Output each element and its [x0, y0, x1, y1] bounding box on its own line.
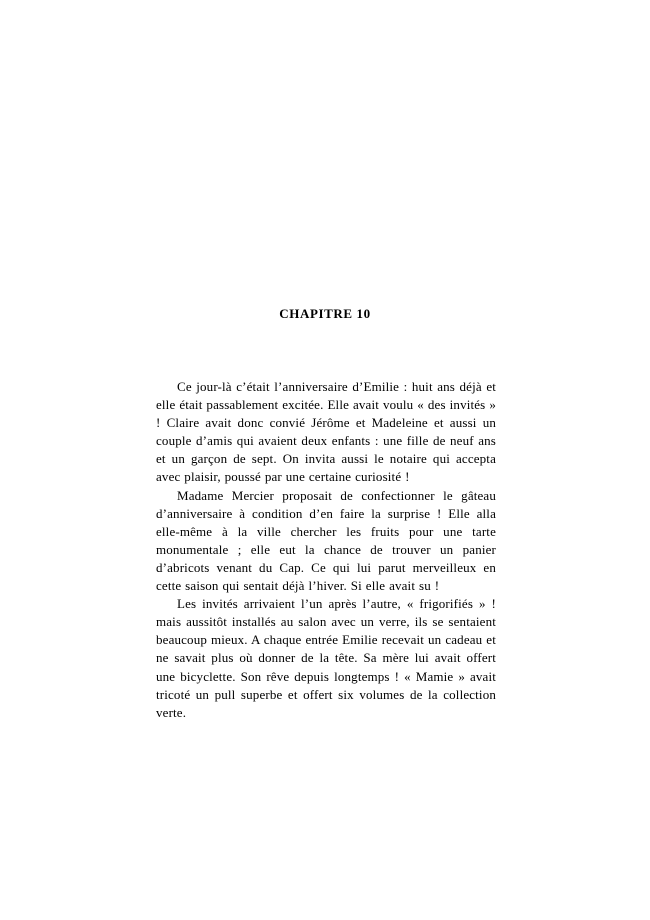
paragraph-birthday: Ce jour-là c’était l’anniversaire d’Emilie : huit ans déjà et elle était passablement excitée. Elle avait voulu « des invités » ! Claire avait donc convié Jérôme et Madeleine et aussi un couple d’amis qui avaient deux enfants : une fille de neuf ans et un garçon de sept. On invita aussi le notaire qui accepta avec plaisir, poussé par une certaine curiosité !: [156, 379, 496, 485]
paragraph-guests: Les invités arrivaient l’un après l’autre, « frigorifiés » ! mais aussitôt installés au salon avec un verre, ils se sentaient beaucoup mieux. A chaque entrée Emilie recevait un cadeau et ne savait plus où donner de la tête. Sa mère lui avait offert une bicyclette. Son rêve depuis longtemps ! « Mamie » avait tricoté un pull superbe et offert six volumes de la collection verte.: [156, 596, 496, 720]
chapter-title: CHAPITRE 10: [279, 306, 371, 321]
paragraph-cake: Madame Mercier proposait de confectionner le gâteau d’anniversaire à condition d’en faire la surprise ! Elle alla elle-même à la ville chercher les fruits pour une tarte monumentale ; elle eut la chance de trouver un panier d’abricots venant du Cap. Ce qui lui parut merveilleux en cette saison qui sentait déjà l’hiver. Si elle avait su !: [156, 487, 496, 594]
chapter-body: [156, 378, 496, 722]
